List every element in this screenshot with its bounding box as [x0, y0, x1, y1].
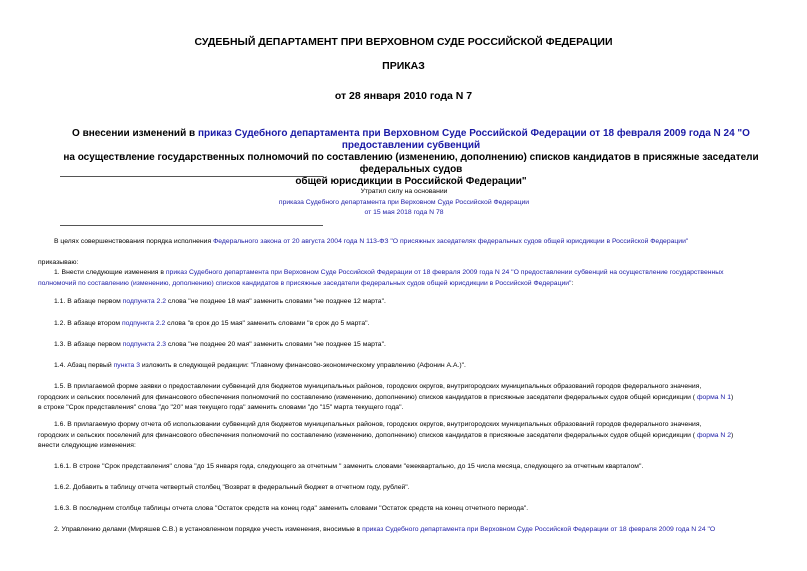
federal-law-link[interactable]: Федерального закона от 20 августа 2004 года N 113-ФЗ "О присяжных заседателях федеральных судов общей юрисдикции в Российской Федерации": [213, 238, 689, 245]
paragraph-1-3: [38, 340, 776, 351]
p15-line-3: в строке "Срок представления" слова "до "20" мая текущего года" заменить словами "до "15" марта текущего года".: [38, 404, 404, 411]
document-title: [48, 128, 774, 188]
intro-text: В целях совершенствования порядка исполнения: [54, 238, 214, 245]
p1-link-cont[interactable]: полномочий по составлению (изменению, дополнению) списков кандидатов в присяжные заседатели федеральных судов общей юрисдикции в Российской Федерации": [38, 279, 572, 287]
p16-paren: ): [731, 431, 734, 439]
p163-text: 1.6.3. В последнем столбце таблицы отчета слова "Остаток средств на конец года" заменить словами "Остаток средств на конец отчетного периода".: [54, 505, 529, 512]
repeal-note: [260, 187, 548, 219]
p16-line-3: внести следующие изменения:: [38, 442, 136, 449]
repeal-line-1: Утратил силу на основании: [360, 188, 448, 195]
p13-text: 1.3. В абзаце первом: [54, 341, 123, 348]
p161-text: 1.6.1. В строке "Срок представления" слова "до 15 января года, следующего за отчетным " заменить словами "ежеквартально, до 15 числа месяца, следующего за отчетным кварталом".: [54, 463, 644, 470]
intro-paragraph: [38, 237, 776, 248]
paragraph-1-2: [38, 319, 776, 330]
p13-link[interactable]: подпункта 2.3: [122, 341, 166, 348]
paragraph-1-4: [38, 361, 776, 372]
title-prefix: О внесении изменений в: [72, 128, 198, 139]
p11-text-end: слова "не позднее 18 мая" заменить словами "не позднее 12 марта".: [166, 298, 386, 305]
p11-text: 1.1. В абзаце первом: [54, 298, 123, 305]
repeal-link-date[interactable]: от 15 мая 2018 года N 78: [364, 209, 444, 216]
p1-link[interactable]: приказ Судебного департамента при Верховном Суде Российской Федерации от 18 февраля 2009 года N 24 "О предоставлении субвенций на осуществление государственных: [165, 269, 724, 276]
paragraph-1: [38, 268, 776, 289]
p1-colon: :: [571, 279, 574, 287]
p16-line-1: 1.6. В прилагаемую форму отчета об использовании субвенций для бюджетов муниципальных районов, городских округов, внутригородских муниципальных образований городов федерального значения,: [54, 421, 702, 428]
paragraph-1-6-2: [38, 483, 776, 494]
p12-link[interactable]: подпункта 2.2: [121, 320, 166, 327]
title-line-2: на осуществление государственных полномочий по составлению (изменению, дополнению) списков кандидатов в присяжные заседатели федеральных судов: [63, 152, 759, 175]
paragraph-1-6: [38, 420, 776, 452]
p14-text: 1.4. Абзац первый: [54, 362, 114, 369]
p15-line-1: 1.5. В прилагаемой форме заявки о предоставлении субвенций для бюджетов муниципальных районов, городских округов, внутригородских муниципальных образований городов федерального значения,: [54, 383, 702, 390]
p13-text-end: слова "не позднее 20 мая" заменить словами "не позднее 15 марта".: [166, 341, 386, 348]
bottom-divider: [60, 225, 323, 226]
repeal-link[interactable]: приказа Судебного департамента при Верховном Суде Российской Федерации: [278, 198, 530, 206]
paragraph-1-6-1: [38, 462, 776, 473]
form-1-link[interactable]: форма N 1: [696, 393, 732, 401]
p2-text: 2. Управлению делами (Миряшев С.В.) в установленном порядке учесть изменения, вносимые в: [54, 526, 363, 533]
p11-link[interactable]: подпункта 2.2: [122, 298, 166, 305]
p12-text-end: слова "в срок до 15 мая" заменить словами "в срок до 5 марта".: [165, 320, 370, 327]
p16-line-2: городских и сельских поселений для финансового обеспечения полномочий по составлению (изменению, дополнению) списков кандидатов в присяжные заседатели федеральных судов общей юрисдикции (: [38, 431, 697, 439]
org-heading: СУДЕБНЫЙ ДЕПАРТАМЕНТ ПРИ ВЕРХОВНОМ СУДЕ РОССИЙСКОЙ ФЕДЕРАЦИИ: [194, 36, 613, 48]
p14-link[interactable]: пункта 3: [113, 362, 140, 369]
doc-date-heading: от 28 января 2010 года N 7: [334, 90, 473, 102]
doc-type-heading: ПРИКАЗ: [382, 60, 425, 72]
p1-text: 1. Внести следующие изменения в: [54, 269, 166, 276]
p14-text-end: изложить в следующей редакции: "Главному финансово-экономическому управлению (Афонин А.А.)".: [139, 362, 466, 369]
paragraph-2: [38, 525, 776, 536]
p15-line-2: городских и сельских поселений для финансового обеспечения полномочий по составлению (изменению, дополнению) списков кандидатов в присяжные заседатели федеральных судов общей юрисдикции (: [38, 393, 697, 401]
p162-text: 1.6.2. Добавить в таблицу отчета четвертый столбец "Возврат в федеральный бюджет в отчетном году, рублей".: [54, 484, 410, 491]
form-2-link[interactable]: форма N 2: [696, 431, 732, 439]
title-link[interactable]: приказ Судебного департамента при Верховном Суде Российской Федерации от 18 февраля 2009 года N 24 "О предоставлении субвенций: [197, 128, 750, 151]
p15-paren: ): [731, 393, 734, 401]
paragraph-1-6-3: [38, 504, 776, 515]
p12-text: 1.2. В абзаце втором: [54, 320, 122, 327]
paragraph-1-1: [38, 297, 776, 308]
title-line-3: общей юрисдикции в Российской Федерации": [295, 176, 527, 187]
p2-link[interactable]: приказ Судебного департамента при Верховном Суде Российской Федерации от 18 февраля 2009 года N 24 "О: [362, 526, 716, 533]
top-divider: [60, 176, 323, 177]
order-word: приказываю:: [38, 259, 79, 266]
paragraph-1-5: [38, 382, 776, 414]
